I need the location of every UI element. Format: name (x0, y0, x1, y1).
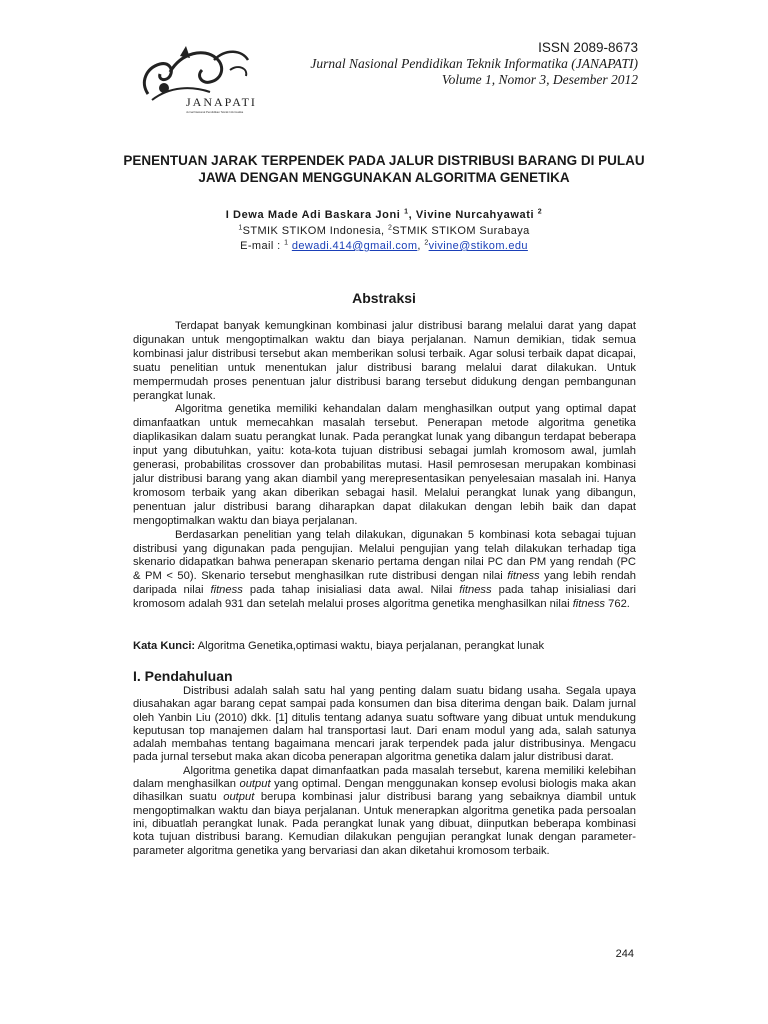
journal-name: Jurnal Nasional Pendidikan Teknik Informatika (JANAPATI) (310, 56, 638, 71)
emails: E-mail : $^1$ dewadi.414@gmail.com, $^2$vivine@stikom.edu (240, 239, 528, 252)
section-heading: I. Pendahuluan (133, 668, 233, 684)
abstract-heading: Abstraksi (352, 290, 416, 306)
keywords (133, 639, 636, 653)
issn: ISSN 2089-8673 (538, 40, 638, 55)
abstract-paragraph: Algoritma genetika memiliki kehandalan dalam menghasilkan output yang optimal dapat dimanfaatkan untuk memecahkan masalah tersebut. Penerapan metode algoritma genetika diaplikasikan dalam suatu perangkat lunak. Pada perangkat lunak yang dibangun terdapat beberapa input yang dibutuhkan, yaitu: kota-kota tujuan distribusi sebagai jumlah kromosom awal, jumlah generasi, probabilitas crossover dan probabilitas mutasi. Hasil pemrosesan merupakan kombinasi jalur distribusi barang yang akan diambil yang merepresentasikan penyelesaian masalah ini. Hanya kromosom terbaik yang akan diberikan sebagai hasil. Melalui perangkat lunak yang dibangun, penentuan jalur distribusi barang diharapkan dapat dilakukan dengan lebih baik dan dapat mengoptimalkan waktu dan biaya perjalanan. (133, 403, 636, 527)
email-label: E-mail : (240, 240, 281, 252)
janapati-logo (130, 42, 270, 122)
logo-wordmark: JANAPATI (186, 95, 257, 109)
author-2: Vivine Nurcahyawati (415, 209, 535, 221)
abstract-paragraph: Terdapat banyak kemungkinan kombinasi jalur distribusi barang melalui darat yang dapat digunakan untuk mengoptimalkan waktu dan biaya perjalanan. Namun demikian, tidak semua kombinasi jalur distribusi tersebut akan memberikan solusi terbaik. Agar solusi terbaik dapat dicapai, suatu penelitian untuk menentukan jalur distribusi barang melalui darat dilakukan. Untuk mempermudah proses penentuan jalur distribusi barang tersebut didukung dengan pembangunan perangkat lunak. (133, 320, 636, 402)
author-names: I Dewa Made Adi Baskara Joni $^1$, Vivine Nurcahyawati $^2$ (225, 208, 543, 221)
authors-block (120, 208, 648, 255)
author-1: I Dewa Made Adi Baskara Joni (225, 209, 401, 221)
journal-header (310, 40, 638, 88)
email-link-1[interactable]: dewadi.414@gmail.com (291, 240, 418, 252)
logo-subtext: Jurnal Nasional Pendidikan Teknik Informatika (186, 110, 244, 114)
abstract-paragraph: Berdasarkan penelitian yang telah dilakukan, digunakan 5 kombinasi kota sebagai tujuan distribusi yang digunakan pada pengujian. Melalui pengujian yang telah dilakukan terhadap tiga skenario didapatkan bahwa penerapan skenario pertama dengan nilai PC dan PM yang rendah (PC & PM < 50). Skenario tersebut menghasilkan rute distribusi dengan nilai fitness yang lebih rendah daripada nilai fitness pada tahap inisialiasi data awal. Nilai fitness pada tahap inisialiasi dari kromosom adalah 931 dan setelah melalui proses algoritma genetika menghasilkan nilai fitness 762. (133, 528, 636, 611)
paper-title: PENENTUAN JARAK TERPENDEK PADA JALUR DISTRIBUSI BARANG DI PULAU JAWA DENGAN MENGGUNAKAN ALGORITMA GENETIKA (123, 153, 645, 185)
keywords-text: Algoritma Genetika,optimasi waktu, biaya perjalanan, perangkat lunak (195, 640, 545, 652)
introduction-body (133, 685, 636, 858)
page-number: 244 (615, 948, 634, 960)
affiliation-1: STMIK STIKOM Indonesia, (242, 224, 385, 237)
affiliations: $^1$STMIK STIKOM Indonesia, $^2$STMIK STIKOM Surabaya (238, 223, 530, 237)
abstract-body (133, 320, 636, 612)
email-link-2[interactable]: vivine@stikom.edu (428, 240, 528, 252)
intro-paragraph: Distribusi adalah salah satu hal yang penting dalam suatu bidang usaha. Segala upaya diusahakan agar barang cepat sampai pada konsumen dan bisa diterima dengan baik. Dalam jurnal oleh Yanbin Liu (2010) dkk. [1] ditulis tentang adanya suatu software yang dibuat untuk mendukung keputusan top manajemen dalam hal transportasi laut. Dari enam modul yang ada, salah satunya adalah membahas tentang bagaimana mencari jarak terpendek pada jalur distribusinya. Mengacu pada jurnal tersebut maka akan dicoba penerapan algoritma genetika dalam jalur distribusi darat. (133, 685, 636, 764)
keywords-label: Kata Kunci: (133, 640, 196, 652)
journal-volume: Volume 1, Nomor 3, Desember 2012 (441, 72, 638, 87)
affiliation-2: STMIK STIKOM Surabaya (392, 224, 530, 237)
intro-paragraph: Algoritma genetika dapat dimanfaatkan pada masalah tersebut, karena memiliki kelebihan dalam menghasilkan output yang optimal. Dengan menggunakan konsep evolusi biologis maka akan dihasilkan suatu output berupa kombinasi jalur distribusi barang yang sebaiknya diambil untuk mengoptimalkan waktu dan biaya perjalanan. Untuk menerapkan algoritma genetika pada persoalan ini, dibuatlah perangkat lunak. Pada perangkat lunak yang dibuat, diinputkan beberapa kombinasi kota tujuan distribusi barang. Kemudian dilakukan pengujian perangkat lunak dengan parameter-parameter algoritma genetika yang bervariasi dan akan diketahui kromosom terbaik. (133, 764, 636, 857)
